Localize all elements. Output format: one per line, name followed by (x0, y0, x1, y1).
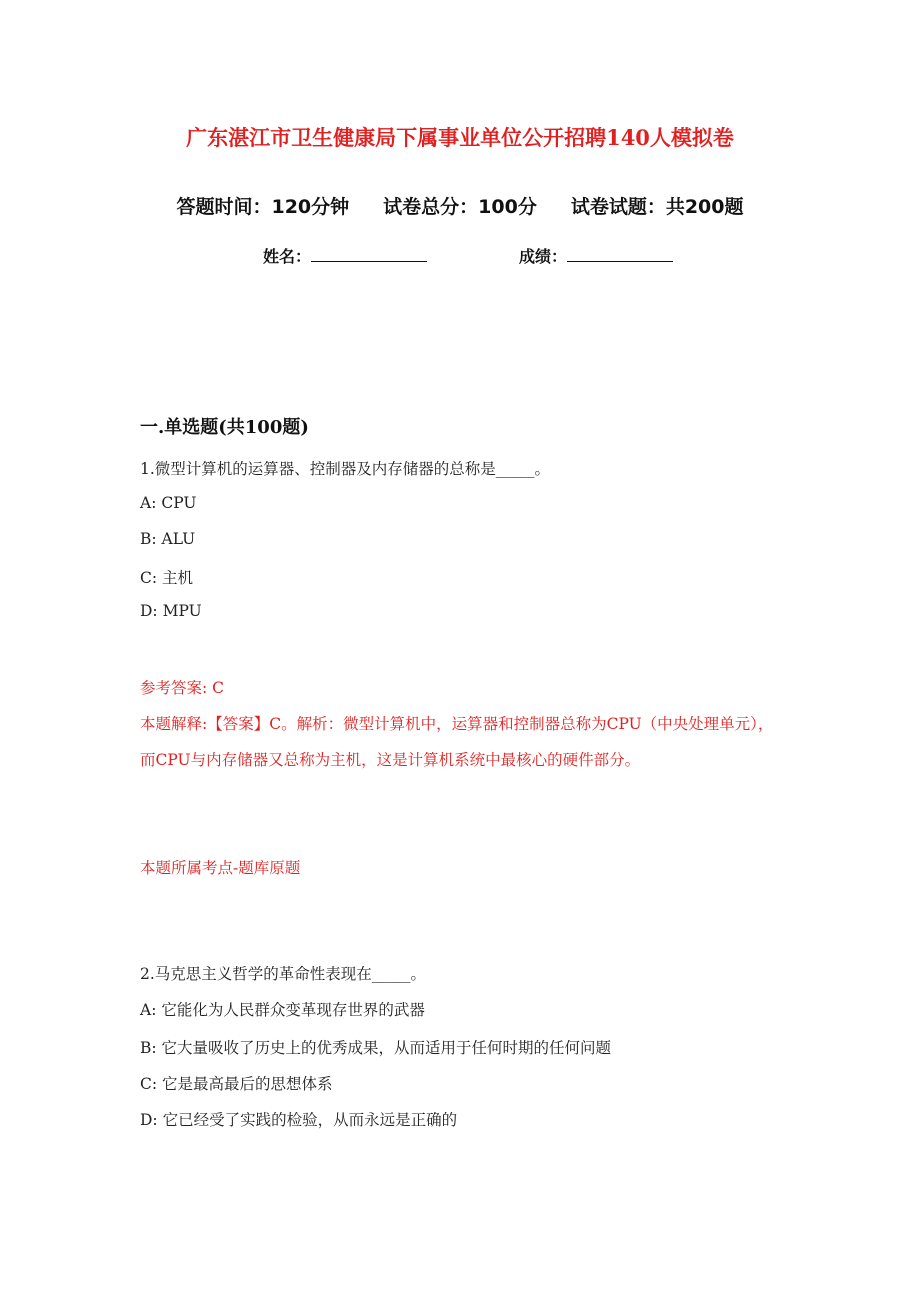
name-field (263, 244, 427, 267)
question-1-stem: 1.微型计算机的运算器、控制器及内存储器的总称是_____。 (140, 460, 551, 478)
section-heading: 一.单选题(共100题) (140, 417, 309, 438)
question-2-option-d: D: 它已经受了实践的检验，从而永远是正确的 (140, 1111, 458, 1129)
name-blank (311, 247, 427, 262)
exam-time: 答题时间：120分钟 (176, 196, 350, 218)
question-1-option-b: B: ALU (140, 530, 196, 548)
question-1-answer: 参考答案: C (140, 679, 225, 697)
question-2-option-a: A: 它能化为人民群众变革现存世界的武器 (140, 1001, 425, 1019)
question-2-option-b: B: 它大量吸收了历史上的优秀成果，从而适用于任何时期的任何问题 (140, 1039, 612, 1057)
score-field (519, 244, 673, 267)
exam-total-questions: 试卷试题：共200题 (570, 196, 744, 218)
question-1-option-c: C: 主机 (140, 569, 194, 587)
question-1-option-d: D: MPU (140, 602, 202, 620)
name-label: 姓名： (263, 247, 312, 266)
score-blank (567, 247, 673, 262)
exam-meta (0, 192, 920, 219)
document-title: 广东湛江市卫生健康局下属事业单位公开招聘140人模拟卷 (186, 125, 734, 150)
question-2-option-c: C: 它是最高最后的思想体系 (140, 1075, 333, 1093)
question-1-source: 本题所属考点-题库原题 (140, 859, 301, 877)
question-1-option-a: A: CPU (140, 494, 197, 512)
question-1-explanation: 本题解释:【答案】C。解析：微型计算机中，运算器和控制器总称为CPU（中央处理单元），而CPU与内存储器又总称为主机，这是计算机系统中最核心的硬件部分。 (140, 715, 774, 769)
score-label: 成绩： (519, 247, 568, 266)
exam-total-score: 试卷总分：100分 (383, 196, 537, 218)
question-2-stem: 2.马克思主义哲学的革命性表现在_____。 (140, 965, 427, 983)
